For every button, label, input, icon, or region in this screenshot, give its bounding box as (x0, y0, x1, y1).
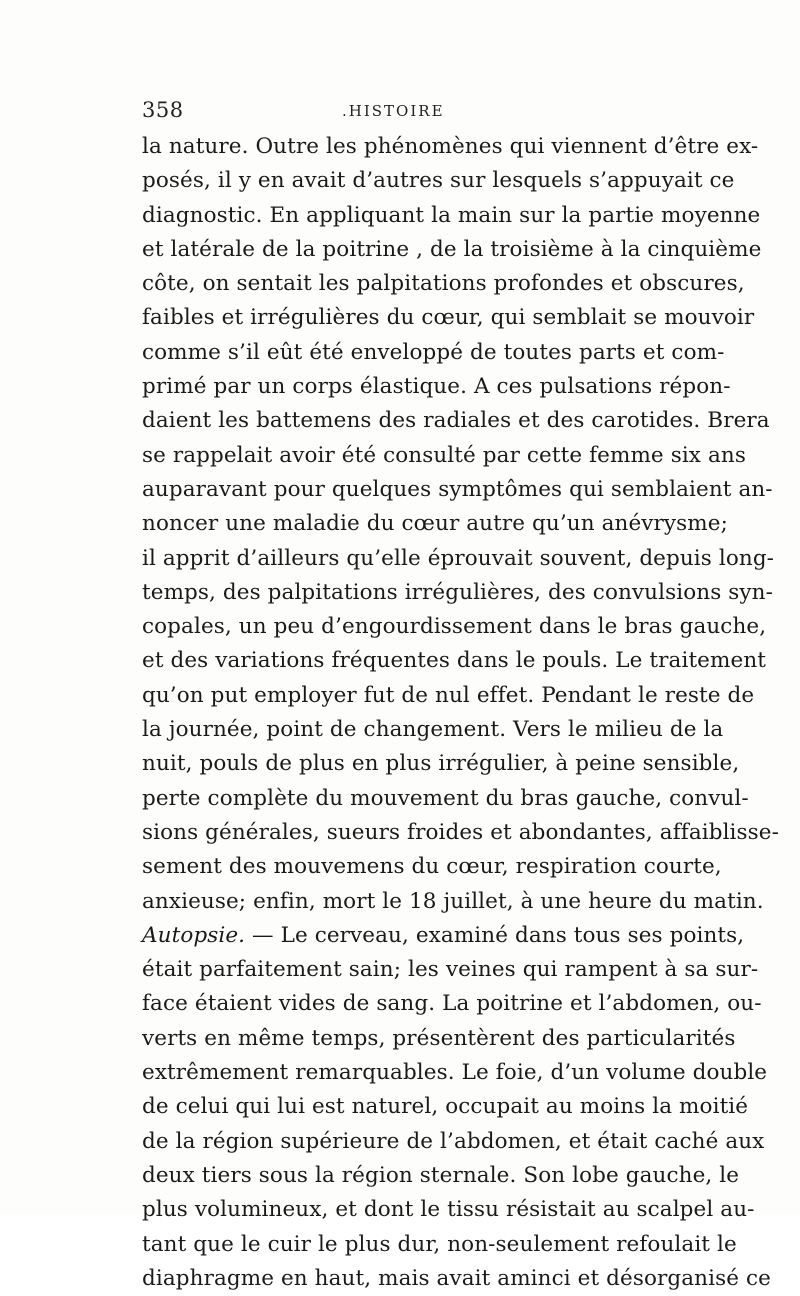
page-number: 358 (142, 98, 184, 122)
text-line: verts en même temps, présentèrent des particularités (142, 1025, 736, 1051)
text-line-autopsie (142, 919, 745, 953)
text-line: qu’on put employer fut de nul effet. Pendant le reste de (142, 682, 755, 708)
text-line: daient les battemens des radiales et des carotides. Brera (142, 408, 770, 434)
text-line: temps, des palpitations irrégulières, des convulsions syn- (142, 579, 773, 605)
page-header (142, 98, 672, 124)
text-line: la journée, point de changement. Vers le milieu de la (142, 717, 724, 743)
running-head: .HISTOIRE (342, 102, 445, 120)
text-line: nuit, pouls de plus en plus irrégulier, à peine sensible, (142, 751, 740, 777)
text-line: et latérale de la poitrine , de la troisième à la cinquième (142, 236, 762, 262)
text-line: il apprit d’ailleurs qu’elle éprouvait souvent, depuis long- (142, 545, 775, 571)
text-line: extrêmement remarquables. Le foie, d’un volume double (142, 1060, 768, 1086)
text-line: perte complète du mouvement du bras gauche, convul- (142, 785, 749, 811)
text-line: anxieuse; enfin, mort le 18 juillet, à une heure du matin. (142, 888, 764, 914)
text-line: était parfaitement sain; les veines qui rampent à sa sur- (142, 957, 759, 983)
text-line: et des variations fréquentes dans le pouls. Le traitement (142, 648, 767, 674)
text-line: auparavant pour quelques symptômes qui semblaient an- (142, 476, 773, 502)
text-line: comme s’il eût été enveloppé de toutes parts et com- (142, 339, 725, 365)
text-line: la nature. Outre les phénomènes qui viennent d’être ex- (142, 134, 759, 159)
text-line: copales, un peu d’engourdissement dans le bras gauche, (142, 614, 767, 640)
text-line: diagnostic. En appliquant la main sur la partie moyenne (142, 202, 761, 228)
text-line: se rappelait avoir été consulté par cette femme six ans (142, 442, 746, 468)
text-line: deux tiers sous la région sternale. Son lobe gauche, le (142, 1162, 740, 1188)
text-line: de celui qui lui est naturel, occupait au moins la moitié (142, 1094, 749, 1120)
autopsie-label: Autopsie. (142, 922, 246, 948)
text-line-rest: — Le cerveau, examiné dans tous ses points, (252, 922, 745, 948)
text-line: diaphragme en haut, mais avait aminci et désorganisé ce (142, 1265, 771, 1291)
text-line: tant que le cuir le plus dur, non-seulement refoulait le (142, 1231, 737, 1257)
text-line: sions générales, sueurs froides et abondantes, affaiblisse- (142, 819, 779, 845)
text-line: primé par un corps élastique. A ces pulsations répon- (142, 374, 731, 400)
text-line: posés, il y en avait d’autres sur lesquels s’appuyait ce (142, 168, 735, 194)
text-line: de la région supérieure de l’abdomen, et était caché aux (142, 1128, 765, 1154)
text-line: faibles et irrégulières du cœur, qui semblait se mouvoir (142, 305, 755, 331)
text-line: sement des mouvemens du cœur, respiration courte, (142, 854, 722, 880)
text-line: plus volumineux, et dont le tissu résistait au scalpel au- (142, 1197, 755, 1223)
text-line: côte, on sentait les palpitations profondes et obscures, (142, 271, 745, 297)
text-line: noncer une maladie du cœur autre qu’un anévrysme; (142, 511, 728, 537)
text-line: face étaient vides de sang. La poitrine et l’abdomen, ou- (142, 991, 762, 1017)
body-text (142, 130, 779, 1296)
